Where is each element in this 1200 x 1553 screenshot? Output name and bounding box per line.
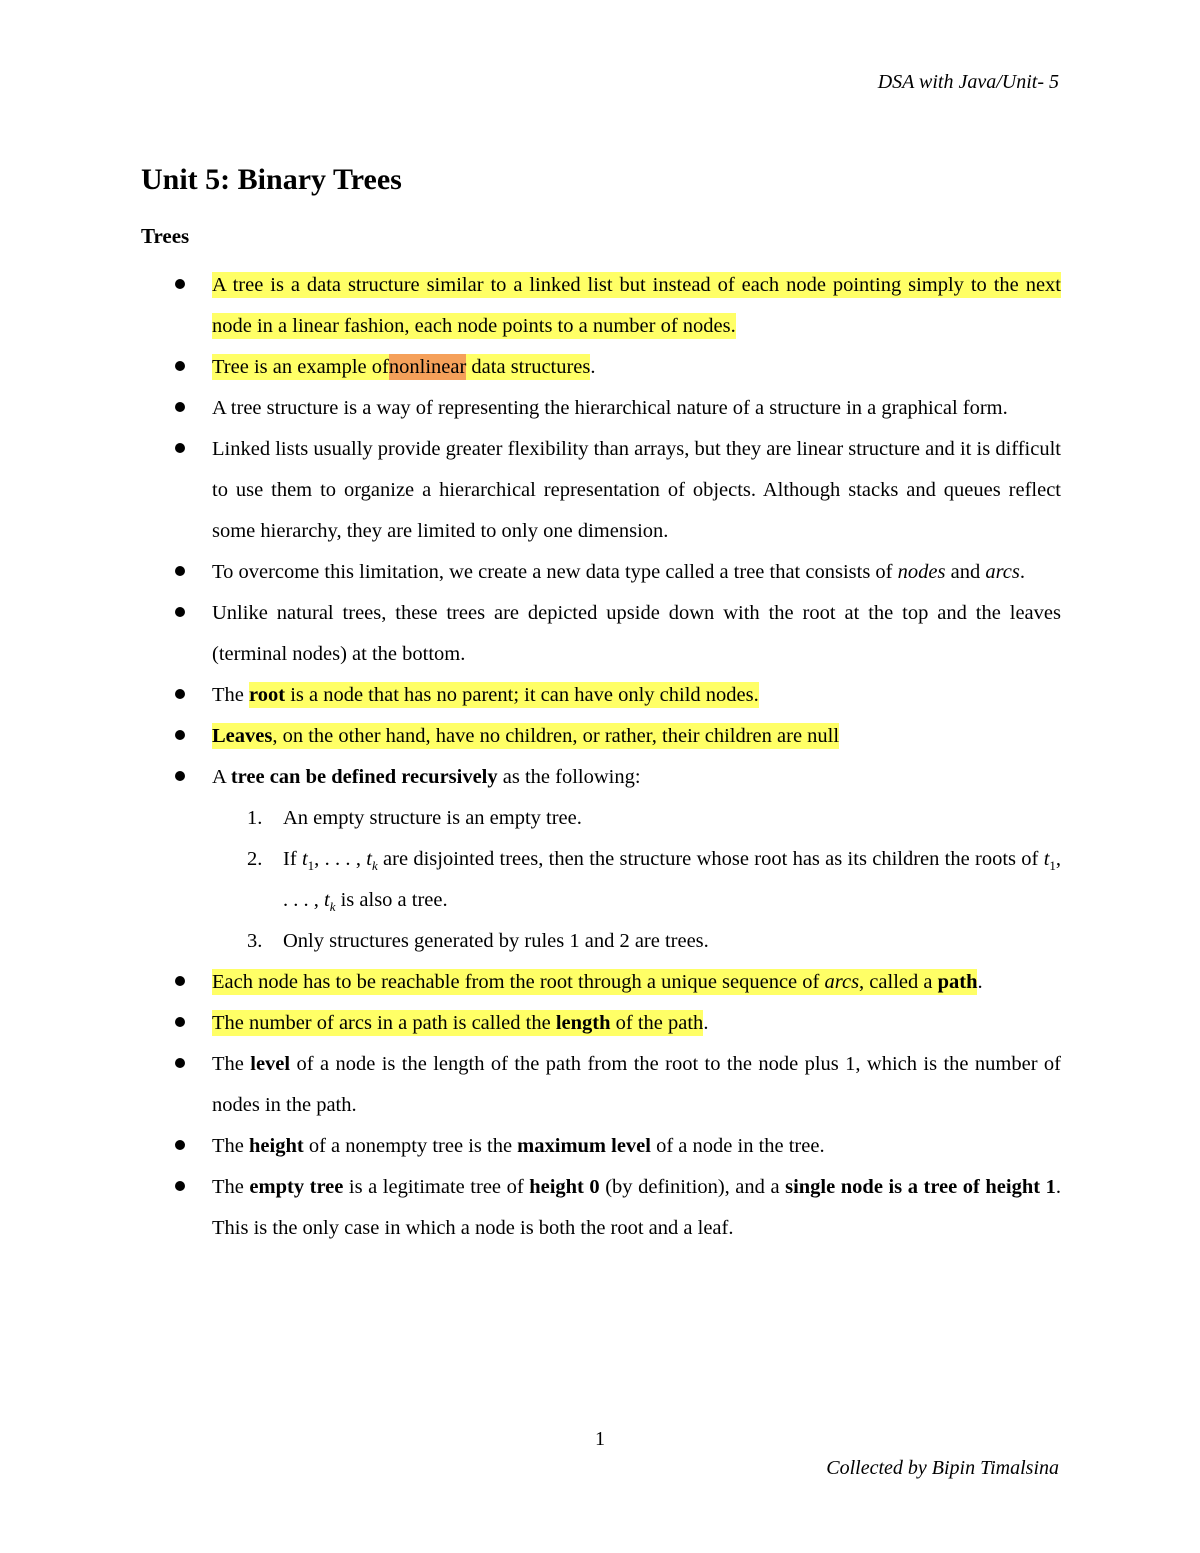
list-item: Unlike natural trees, these trees are depicted upside down with the root at the top and the leaves (terminal nodes) at the bottom.: [141, 593, 1061, 675]
rules-list: [212, 798, 1061, 962]
highlighted-text: Leaves, on the other hand, have no children, or rather, their children are null: [212, 725, 840, 747]
list-item: Each node has to be reachable from the root through a unique sequence of arcs, called a path.: [141, 962, 1061, 1003]
highlighted-text: Each node has to be reachable from the root through a unique sequence of arcs, called a path: [212, 971, 978, 993]
bullet-icon: [175, 771, 185, 781]
list-item: A tree can be defined recursively as the following: 1. An empty structure is an empty tree. 2. If $t_1$, . . . , $t_k$ are disjointed trees, then the structure whose root has as its children the roots of $t_1$, . . . , $t_k$ is also a tree. 3. Only structures generated by rules 1 and 2 are trees.: [141, 757, 1061, 962]
bullet-icon: [175, 443, 185, 453]
list-item: The number of arcs in a path is called the length of the path.: [141, 1003, 1061, 1044]
list-item: The root is a node that has no parent; it can have only child nodes.: [141, 675, 1061, 716]
list-item: Linked lists usually provide greater flexibility than arrays, but they are linear structure and it is difficult to use them to organize a hierarchical representation of objects. Although stacks and queues reflect some hierarchy, they are limited to only one dimension.: [141, 429, 1061, 552]
page-number: 1: [595, 1428, 605, 1450]
bullet-icon: [175, 976, 185, 986]
list-item: The height of a nonempty tree is the maximum level of a node in the tree.: [141, 1126, 1061, 1167]
bullet-icon: [175, 607, 185, 617]
highlighted-text: A tree is a data structure similar to a linked list but instead of each node pointing simply to the next node in a linear fashion, each node points to a number of nodes.: [212, 274, 1061, 337]
list-item: The level of a node is the length of the path from the root to the node plus 1, which is the number of nodes in the path.: [141, 1044, 1061, 1126]
bullet-icon: [175, 689, 185, 699]
bullet-icon: [175, 566, 185, 576]
bullet-icon: [175, 402, 185, 412]
orange-highlight: nonlinear: [388, 356, 467, 378]
section-heading-trees: Trees: [141, 224, 190, 248]
bullet-icon: [175, 279, 185, 289]
highlighted-text: Tree is an example ofnonlinear data structures: [212, 356, 591, 378]
list-item: 1. An empty structure is an empty tree.: [247, 807, 582, 829]
list-item: The empty tree is a legitimate tree of height 0 (by definition), and a single node is a tree of height 1. This is the only case in which a node is both the root and a leaf.: [141, 1167, 1061, 1249]
page-title: Unit 5: Binary Trees: [141, 163, 402, 196]
list-item: To overcome this limitation, we create a new data type called a tree that consists of nodes and arcs.: [141, 552, 1061, 593]
running-header: DSA with Java/Unit- 5: [877, 71, 1059, 93]
list-item: 2. If $t_1$, . . . , $t_k$ are disjointed trees, then the structure whose root has as its children the roots of $t_1$, . . . , $t_k$ is also a tree.: [247, 848, 1062, 915]
bullet-icon: [175, 730, 185, 740]
bullet-icon: [175, 1058, 185, 1068]
list-item: Tree is an example ofnonlinear data structures.: [141, 347, 1061, 388]
running-footer: Collected by Bipin Timalsina: [826, 1457, 1059, 1479]
bullet-list: [141, 265, 1061, 1249]
highlighted-text: root is a node that has no parent; it can have only child nodes.: [249, 684, 759, 706]
bullet-icon: [175, 1017, 185, 1027]
bullet-icon: [175, 361, 185, 371]
bullet-icon: [175, 1181, 185, 1191]
content-body: [141, 265, 1061, 1249]
list-item: [141, 265, 1061, 347]
list-item: A tree structure is a way of representing the hierarchical nature of a structure in a graphical form.: [141, 388, 1061, 429]
list-item: 3. Only structures generated by rules 1 and 2 are trees.: [247, 930, 709, 952]
list-item: [141, 716, 1061, 757]
highlighted-text: The number of arcs in a path is called the length of the path: [212, 1012, 704, 1034]
bullet-icon: [175, 1140, 185, 1150]
